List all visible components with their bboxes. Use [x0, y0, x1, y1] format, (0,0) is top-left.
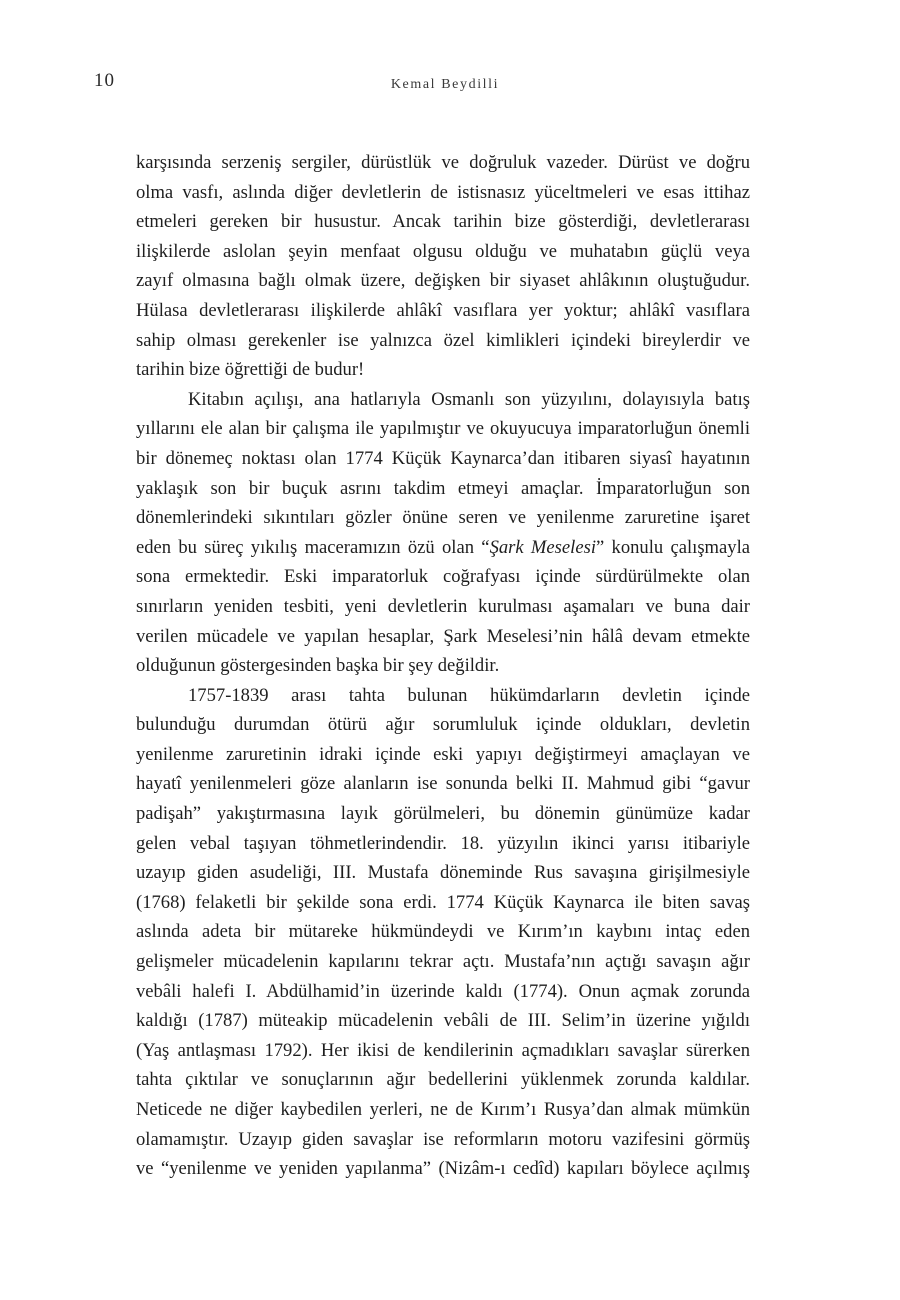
- text-line: Neticede ne diğer kaybedilen yerleri, ne de Kırım’ı Rusya’dan almak mümkün: [136, 1099, 750, 1120]
- text-line: gelen vebal taşıyan töhmetlerindendir. 18. yüzyılın ikinci yarısı itibariyle: [136, 832, 750, 854]
- text-line: karşısında serzeniş sergiler, dürüstlük ve doğruluk vazeder. Dürüst ve doğru: [136, 152, 750, 173]
- text-line: sınırların yeniden tesbiti, yeni devletlerin kurulması aşamaları ve buna dair: [136, 595, 750, 617]
- running-head-author: Kemal Beydilli: [390, 77, 500, 92]
- text-line: vebâli halefi I. Abdülhamid’in üzerinde kaldı (1774). Onun açmak zorunda: [136, 980, 750, 1002]
- text-line: kaldığı (1787) müteakip mücadelenin vebâli de III. Selim’in üzerine yığıldı: [136, 1010, 750, 1032]
- text-line: yıllarını ele alan bir çalışma ile yapılmıştır ve okuyucuya imparatorluğun önemli: [136, 418, 750, 440]
- text-line: (Yaş antlaşması 1792). Her ikisi de kendilerinin açmadıkları savaşlar sürerken: [136, 1039, 750, 1061]
- paragraph-2: [136, 385, 750, 681]
- text-line: yenilenme zaruretinin idraki içinde eski yapıyı değiştirmeyi amaçlayan ve: [136, 743, 750, 765]
- text-line: olma vasfı, aslında diğer devletlerin de istisnasız yüceltmeleri ve esas ittihaz: [136, 181, 750, 203]
- text-line: verilen mücadele ve yapılan hesaplar, Şark Meselesi’nin hâlâ devam etmekte: [136, 625, 750, 647]
- text-line: hayatî yenilenmeleri göze alanların ise sonunda belki II. Mahmud gibi “gavur: [136, 773, 750, 795]
- text-line: 1757-1839 arası tahta bulunan hükümdarların devletin içinde: [188, 684, 750, 706]
- text-line: olduğunun göstergesinden başka bir şey değildir.: [136, 655, 500, 677]
- page-number: 10: [94, 70, 115, 91]
- text-line: uzayıp giden asudeliği, III. Mustafa döneminde Rus savaşına girişilmesiyle: [136, 862, 750, 884]
- text-line: ve “yenilenme ve yeniden yapılanma” (Nizâm-ı cedîd) kapıları böylece açılmış: [136, 1158, 750, 1180]
- text-line: (1768) felaketli bir şekilde sona erdi. 1774 Küçük Kaynarca ile biten savaş: [136, 891, 750, 913]
- text-line-with-italic: [136, 533, 750, 563]
- paragraph-3: [136, 681, 750, 1184]
- text-line: ilişkilerde aslolan şeyin menfaat olgusu olduğu ve muhatabın güçlü veya: [136, 240, 750, 262]
- text-line: etmeleri gereken bir husustur. Ancak tarihin bize gösterdiği, devletlerarası: [136, 211, 750, 233]
- text-line: yaklaşık son bir buçuk asrını takdim etmeyi amaçlar. İmparatorluğun son: [136, 477, 750, 499]
- text-line: bir dönemeç noktası olan 1774 Küçük Kaynarca’dan itibaren siyasî hayatının: [136, 447, 750, 469]
- text-line: olamamıştır. Uzayıp giden savaşlar ise reformların motoru vazifesini görmüş: [136, 1128, 750, 1150]
- text-line: bulunduğu durumdan ötürü ağır sorumluluk içinde oldukları, devletin: [136, 714, 750, 736]
- text-line: sahip olması gerekenler ise yalnızca özel kimlikleri içindeki bireylerdir ve: [136, 329, 750, 351]
- text-line: padişah” yakıştırmasına layık görülmeleri, bu dönemin günümüze kadar: [136, 803, 750, 825]
- text-line: zayıf olmasına bağlı olmak üzere, değişken bir siyaset ahlâkının oluştuğudur.: [136, 270, 750, 292]
- text-segment: ” konulu çalışmayla: [596, 536, 750, 558]
- text-line: tarihin bize öğrettiği de budur!: [136, 359, 365, 381]
- text-line: Kitabın açılışı, ana hatlarıyla Osmanlı son yüzyılını, dolayısıyla batış: [188, 388, 750, 410]
- text-line: tahta çıktılar ve sonuçlarının ağır bedellerini yüklenmek zorunda kaldılar.: [136, 1069, 750, 1091]
- text-line: dönemlerindeki sıkıntıları gözler önüne seren ve yenilenme zaruretine işaret: [136, 507, 750, 529]
- text-line: gelişmeler mücadelenin kapılarını tekrar açtı. Mustafa’nın açtığı savaşın ağır: [136, 951, 750, 973]
- text-line: sona ermektedir. Eski imparatorluk coğrafyası içinde sürdürülmekte olan: [136, 566, 750, 588]
- text-segment: eden bu süreç yıkılış maceramızın özü olan “: [136, 536, 490, 558]
- italic-term: Şark Meselesi: [489, 536, 596, 558]
- text-line: aslında adeta bir mütareke hükmündeydi ve Kırım’ın kaybını intaç eden: [136, 921, 750, 943]
- paragraph-1: [136, 148, 750, 385]
- body-text: [136, 148, 750, 1184]
- text-line: Hülasa devletlerarası ilişkilerde ahlâkî vasıflara yer yoktur; ahlâkî vasıflara: [136, 299, 750, 321]
